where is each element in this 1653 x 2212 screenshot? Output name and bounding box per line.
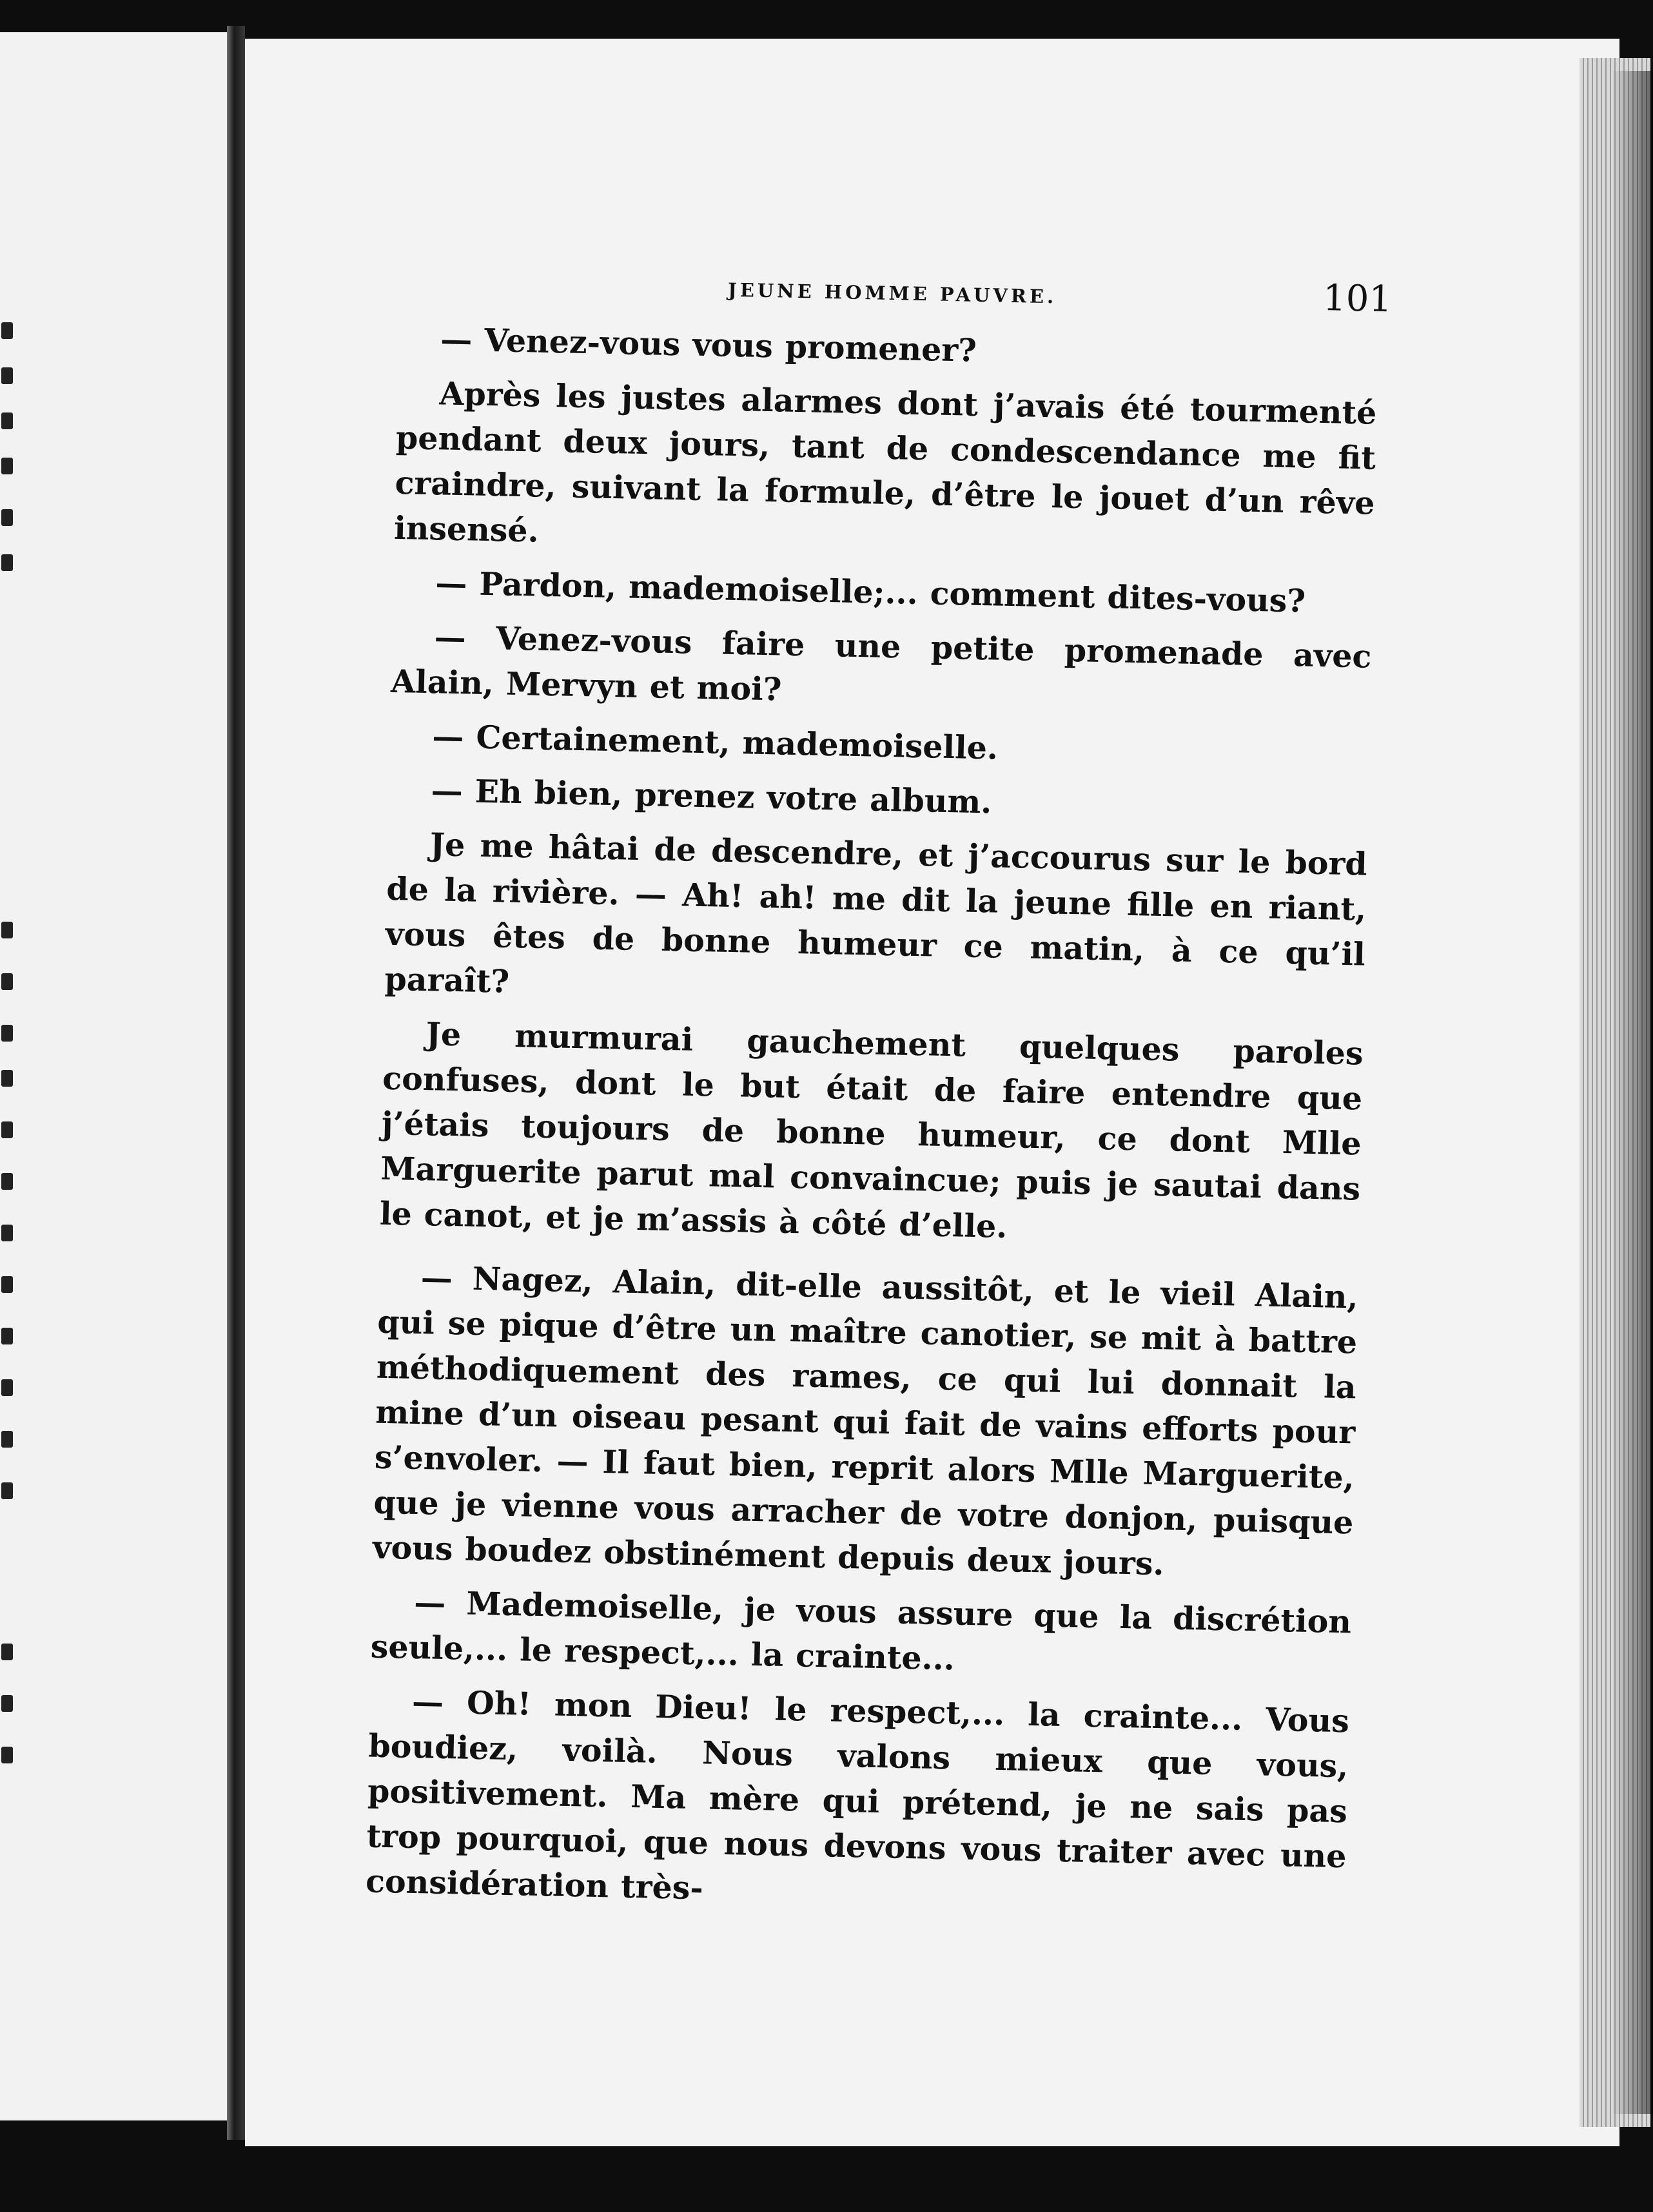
running-head: JEUNE HOMME PAUVRE. [727,278,1057,308]
text-fragment [1,1025,13,1042]
page-number: 101 [1322,277,1393,321]
text-fragment [1,1747,13,1763]
previous-page-text-edge [0,32,19,2120]
text-fragment [1,1225,13,1241]
page-text [365,258,1393,1933]
text-fragment [1,1121,13,1138]
paragraph: — Mademoiselle, je vous assure que la discrétion seule,... le respect,... la crainte... [370,1583,1352,1678]
paragraph: — Pardon, mademoiselle;... comment dites-vous? [435,564,1306,620]
previous-page [0,32,229,2120]
text-fragment [1,1379,13,1396]
text-fragment [1,1695,13,1712]
paragraph: Je murmurai gauchement quelques paroles confuses, dont le but était de faire entendre que j’étais toujours de bonne humeur, ce dont Mlle Marguerite parut mal convaincue; puis je sautai dans le canot, et je m’assis à côté d’elle. [379,1015,1364,1246]
paragraph: — Oh! mon Dieu! le respect,... la crainte... Vous boudiez, voilà. Nous valons mieux que vous, positivement. Ma mère qui prétend, je ne sais pas trop pourquoi, que nous devons vous traiter avec une considération très- [365,1682,1350,1907]
paragraph: Je me hâtai de descendre, et j’accourus sur le bord de la rivière. — Ah! ah! me dit la jeune fille en riant, vous êtes de bonne humeur ce matin, à ce qu’il paraît? [384,826,1368,1000]
text-fragment [1,1644,13,1660]
paragraph: — Eh bien, prenez votre album. [431,771,992,821]
text-fragment [1,1328,13,1344]
text-fragment [1,973,13,990]
book-gutter [227,26,245,2140]
text-fragment [1,554,13,571]
text-fragment [1,1070,13,1087]
text-fragment [1,412,13,429]
text-fragment [1,322,13,339]
text-fragment [1,458,13,474]
text-fragment [1,367,13,384]
text-fragment [1,922,13,938]
paragraph: Après les justes alarmes dont j’avais été tourmenté pendant deux jours, tant de condescendance me fit craindre, suivant la formule, d’être le jouet d’un rêve insensé. [393,374,1377,550]
text-fragment [1,509,13,526]
paragraph: — Venez-vous faire une petite promenade avec Alain, Mervyn et moi? [390,618,1372,708]
paragraph: — Certainement, mademoiselle. [431,717,999,767]
paragraph: — Nagez, Alain, dit-elle aussitôt, et le vieil Alain, qui se pique d’être un maître canotier, se mit à battre méthodiquement des rames, ce qui lui donnait la mine d’un oiseau pesant qui fait de vains efforts pour s’envoler. — Il faut bien, reprit alors Mlle Marguerite, que je vienne vous arracher de votre donjon, puisque vous boudez obstinément depuis deux jours. [372,1259,1359,1583]
text-fragment [1,1276,13,1293]
page-edge-shadow [1612,71,1653,2114]
text-fragment [1,1173,13,1190]
paragraph: — Venez-vous vous promener? [440,320,977,369]
text-fragment [1,1431,13,1448]
text-fragment [1,1482,13,1499]
